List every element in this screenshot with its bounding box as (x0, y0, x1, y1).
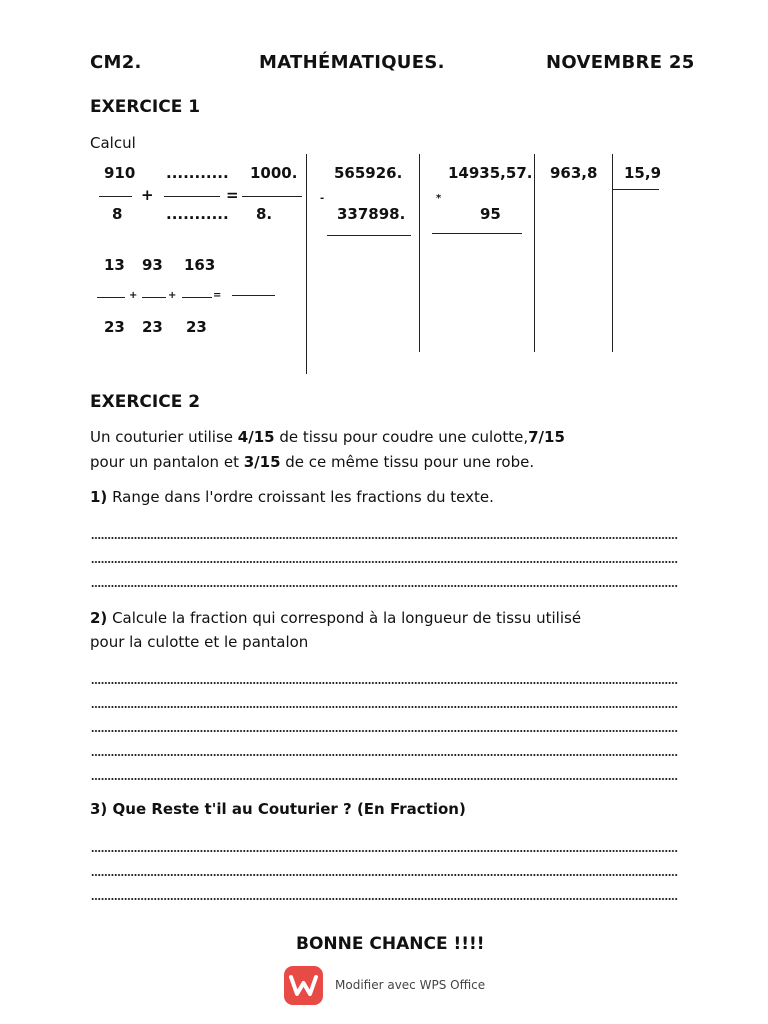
subtraction-bottom: 337898. (337, 205, 406, 223)
sum-bar-3 (182, 297, 212, 298)
wps-edit-link[interactable]: Modifier avec WPS Office (335, 978, 486, 992)
fraction-2-denominator-blank: ........... (166, 205, 229, 223)
answer-line[interactable] (91, 898, 678, 900)
sum-numerator-2: 93 (142, 256, 163, 274)
question-2-line-1: 2) Calcule la fraction qui correspond à la longueur de tissu utilisé (90, 609, 582, 627)
sum-bar-2 (142, 297, 166, 298)
sum-denominator-1: 23 (104, 318, 125, 336)
answer-line[interactable] (91, 778, 678, 780)
sum-result-bar (232, 295, 275, 296)
fraction-1-denominator: 8 (112, 205, 123, 223)
division-divisor: 15,9 (624, 164, 662, 182)
sum-denominator-2: 23 (142, 318, 163, 336)
sum-equals: = (213, 290, 222, 301)
plus-sign: + (141, 186, 154, 204)
problem-text-line-2: pour un pantalon et 3/15 de ce même tissu pour une robe. (90, 453, 535, 471)
question-1: 1) Range dans l'ordre croissant les fractions du texte. (90, 488, 494, 506)
subject-title: MATHÉMATIQUES. (259, 52, 445, 73)
calcul-label: Calcul (90, 134, 136, 152)
fraction-3-bar (242, 196, 302, 197)
sum-plus-1: + (129, 290, 138, 301)
subtraction-result-line (327, 235, 411, 236)
answer-line[interactable] (91, 585, 678, 587)
date-label: NOVEMBRE 25 (546, 52, 695, 73)
equals-sign: = (226, 186, 239, 204)
answer-line[interactable] (91, 537, 678, 539)
fraction-3-denominator: 8. (256, 205, 273, 223)
separator-1 (306, 154, 307, 374)
sum-numerator-1: 13 (104, 256, 125, 274)
question-2-line-2: pour la culotte et le pantalon (90, 633, 309, 651)
division-dividend: 963,8 (550, 164, 598, 182)
answer-line[interactable] (91, 706, 678, 708)
sum-denominator-3: 23 (186, 318, 207, 336)
exercise-1-title: EXERCICE 1 (90, 97, 201, 117)
times-sign: * (436, 193, 442, 204)
separator-2 (419, 154, 420, 352)
good-luck-text: BONNE CHANCE !!!! (296, 934, 485, 954)
class-label: CM2. (90, 52, 142, 73)
separator-3 (534, 154, 535, 352)
fraction-3-numerator: 1000. (250, 164, 298, 182)
sum-bar-1 (97, 297, 125, 298)
sum-plus-2: + (168, 290, 177, 301)
multiplication-bottom: 95 (480, 205, 501, 223)
subtraction-top: 565926. (334, 164, 403, 182)
answer-line[interactable] (91, 754, 678, 756)
fraction-2-bar (164, 196, 220, 197)
answer-line[interactable] (91, 874, 678, 876)
minus-sign: - (320, 193, 325, 204)
answer-line[interactable] (91, 730, 678, 732)
division-bracket-vertical (612, 154, 613, 352)
wps-office-logo-icon[interactable] (284, 966, 323, 1005)
question-3: 3) Que Reste t'il au Couturier ? (En Fraction) (90, 800, 466, 818)
answer-line[interactable] (91, 561, 678, 563)
answer-line[interactable] (91, 682, 678, 684)
exercise-2-title: EXERCICE 2 (90, 392, 201, 412)
multiplication-result-line (432, 233, 522, 234)
problem-text-line-1: Un couturier utilise 4/15 de tissu pour coudre une culotte,7/15 (90, 428, 565, 446)
fraction-1-bar (99, 196, 132, 197)
division-bracket-horizontal (612, 189, 659, 190)
fraction-1-numerator: 910 (104, 164, 136, 182)
fraction-2-numerator-blank: ........... (166, 164, 229, 182)
sum-numerator-3: 163 (184, 256, 216, 274)
answer-line[interactable] (91, 850, 678, 852)
multiplication-top: 14935,57. (448, 164, 533, 182)
